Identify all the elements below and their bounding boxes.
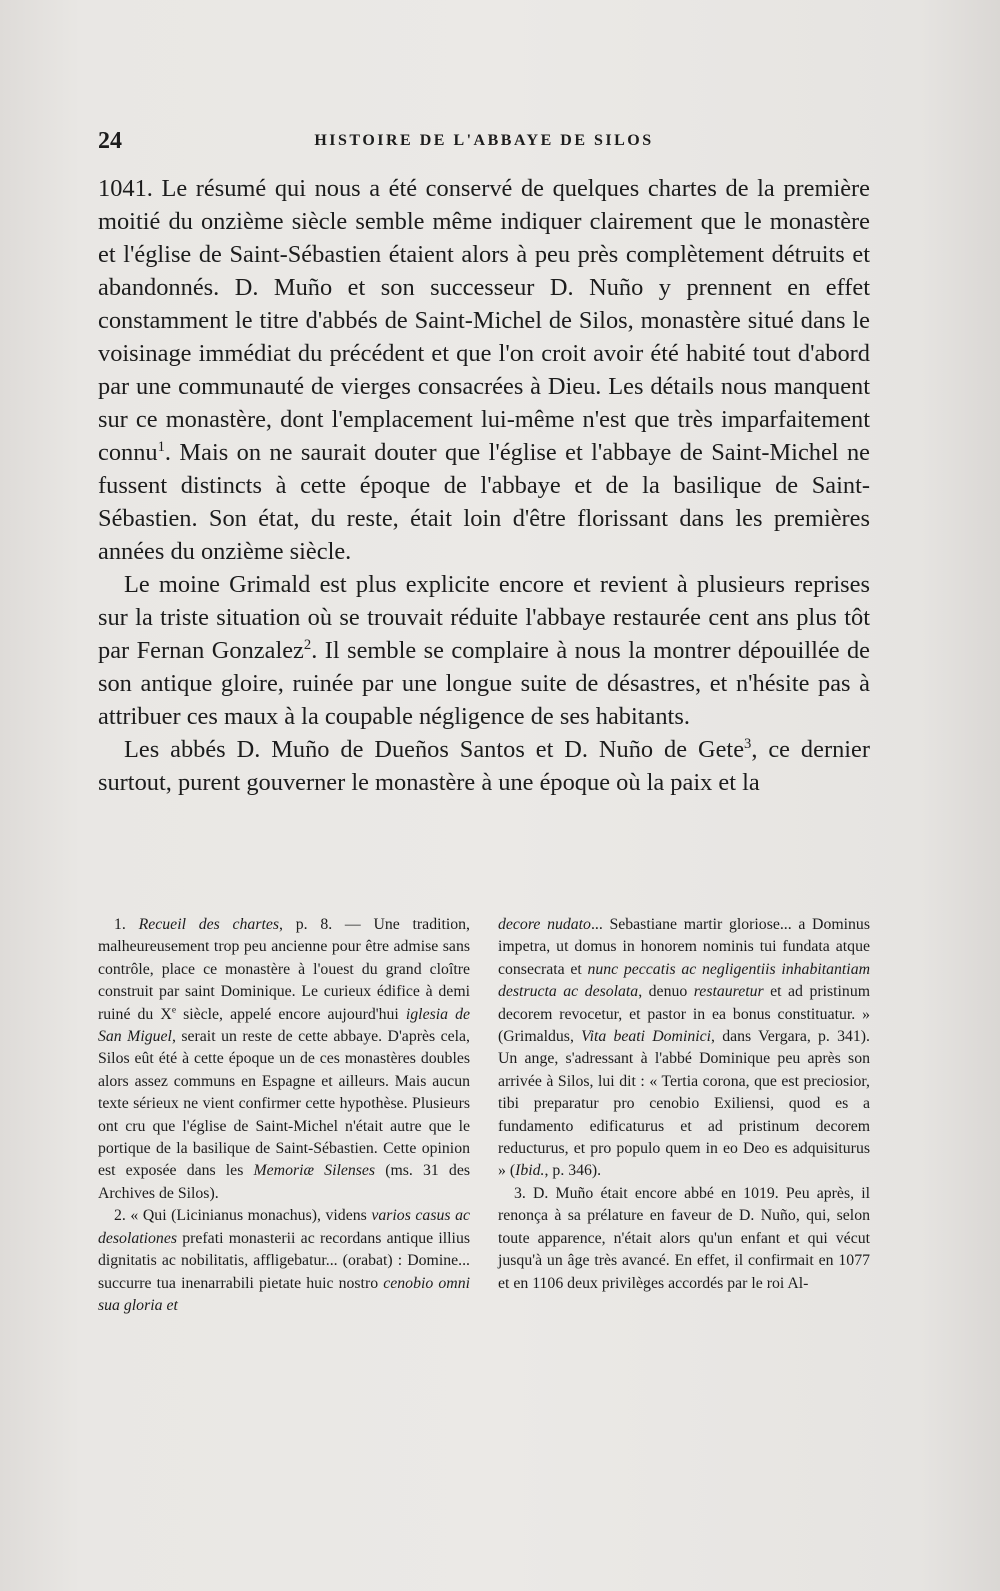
- footnote-1-italic-1: Recueil des chartes: [138, 916, 280, 933]
- running-title: HISTOIRE DE L'ABBAYE DE SILOS: [314, 132, 654, 149]
- running-header: [98, 128, 870, 156]
- footnotes: [98, 914, 870, 1317]
- footnote-2c-italic-3: restauretur: [693, 983, 764, 1001]
- footnote-2c-text-2: , denuo: [638, 983, 694, 1001]
- paragraph-2-text-a: Le moine Grimald est plus explicite encore et revient à plusieurs reprises sur la triste situation où se trouvait réduite l'abbaye restaurée cent ans plus tôt par Fernan Gonzalez: [98, 571, 870, 664]
- footnote-1-superscript: e: [171, 1005, 177, 1016]
- footnote-ref-2: 2: [303, 636, 312, 653]
- footnote-2c-italic-1: decore nudato: [498, 916, 591, 933]
- footnote-2c-italic-5: Ibid.: [515, 1162, 545, 1180]
- main-text: [98, 172, 870, 799]
- paragraph-3: [98, 733, 870, 799]
- paragraph-1: [98, 172, 870, 568]
- footnotes-left-column: [98, 914, 470, 1317]
- page-number: 24: [98, 128, 122, 154]
- footnote-1-number: 1.: [114, 916, 139, 933]
- paragraph-2: [98, 568, 870, 733]
- footnote-ref-3: 3: [744, 735, 752, 752]
- footnote-1-text-5: (ms. 31 des Archives de Silos).: [98, 1162, 470, 1202]
- footnote-2: [98, 1205, 470, 1317]
- footnotes-right-column: [498, 914, 870, 1317]
- paragraph-2-text-b: . Il semble se complaire à nous la montrer dépouillée de son antique gloire, ruinée par une longue suite de désastres, et n'hésite pas à attribuer ces maux à la coupable négligence de ses habitants.: [98, 637, 870, 730]
- footnote-2c-text-1: ... Sebastiane martir gloriose... a Dominus impetra, ut domus in honorem nominis tui fundata atque consecrata et: [498, 916, 870, 978]
- footnote-2c-italic-4: Vita beati Dominici: [581, 1028, 712, 1046]
- footnote-2-text-2: prefati monasterii ac recordans antique illius dignitatis ac nobilitatis, affligebatur... (orabat) : Domine... succurre tua inenarrabili pietate huic nostro: [98, 1229, 470, 1292]
- footnote-2-continued: [498, 914, 870, 1183]
- paragraph-1-text-a: 1041. Le résumé qui nous a été conservé de quelques chartes de la première moitié du onzième siècle semble même indiquer clairement que le monastère et l'église de Saint-Sébastien étaient alors à peu près complètement détruits et abandonnés. D. Muño et son successeur D. Nuño y prennent en effet constamment le titre d'abbés de Saint-Michel de Silos, monastère situé dans le voisinage immédiat du précédent et que l'on croit avoir été habité tout d'abord par une communauté de vierges consacrées à Dieu. Les détails nous manquent sur ce monastère, dont l'emplacement lui-même n'est que très imparfaitement connu: [98, 175, 870, 466]
- footnote-ref-1: 1: [157, 438, 165, 455]
- footnote-1-text-2: , p. 8. — Une tradition, malheureusement trop peu ancienne pour être admise sans contrôle, place ce monastère à l'ouest du grand cloître construit par saint Dominique. Le curieux édifice à demi ruiné du X: [98, 916, 471, 1023]
- footnote-2c-text-4: , dans Vergara, p. 341). Un ange, s'adressant à l'abbé Dominique peu après son arrivée à Silos, lui dit : « Tertia corona, que est preciosior, tibi preparatur pro cenobio Exiliensi, quod es a fundamento edificaturus et ad pristinum decorem reducturus, et pro populo quem in eo Deo es adquisiturus » (: [498, 1028, 870, 1180]
- paragraph-3-text-b: , ce dernier surtout, purent gouverner le monastère à une époque où la paix et la: [98, 736, 870, 796]
- footnote-3: 3. D. Muño était encore abbé en 1019. Peu après, il renonça à sa prélature en faveur de D. Nuño, qui, selon toute apparence, n'était alors qu'un enfant et qui vécut jusqu'à un âge très avancé. En effet, il confirmait en 1077 et en 1106 deux privilèges accordés par le roi Al-: [498, 1184, 870, 1292]
- footnote-1-text-3: siècle, appelé encore aujourd'hui: [176, 1005, 406, 1023]
- footnote-1: [98, 914, 470, 1205]
- paragraph-3-text-a: Les abbés D. Muño de Dueños Santos et D. Nuño de Gete: [124, 736, 745, 763]
- footnote-1-italic-2: iglesia de San Miguel: [98, 1005, 470, 1046]
- footnote-2c-italic-2: nunc peccatis ac negligentiis inhabitantiam destructa ac desolata: [498, 960, 870, 1001]
- footnote-1-italic-3: Memoriæ Silenses: [253, 1162, 376, 1180]
- paragraph-1-text-b: . Mais on ne saurait douter que l'église et l'abbaye de Saint-Michel ne fussent distincts à cette époque de l'abbaye et de la basilique de Saint-Sébastien. Son état, du reste, était loin d'être florissant dans les premières années du onzième siècle.: [98, 439, 870, 565]
- footnote-2c-text-3: et ad pristinum decorem revocetur, et pastor in ea bonus constituatur. » (Grimaldus,: [498, 983, 871, 1046]
- footnote-2-italic-2: cenobio omni sua gloria et: [98, 1274, 470, 1314]
- footnote-2c-text-5: , p. 346).: [544, 1162, 602, 1180]
- footnote-2-italic-1: varios casus ac desolationes: [98, 1207, 470, 1247]
- footnote-2-text-1: 2. « Qui (Licinianus monachus), videns: [114, 1207, 372, 1225]
- footnote-1-text-4: , serait un reste de cette abbaye. D'après cela, Silos eût été à cette époque un de ces monastères doubles alors assez communs en Espagne et ailleurs. Mais aucun texte sérieux ne vient confirmer cette hypothèse. Plusieurs ont cru que l'église de Saint-Michel n'était autre que le portique de la basilique de Saint-Sébastien. Cette opinion est exposée dans les: [98, 1028, 470, 1180]
